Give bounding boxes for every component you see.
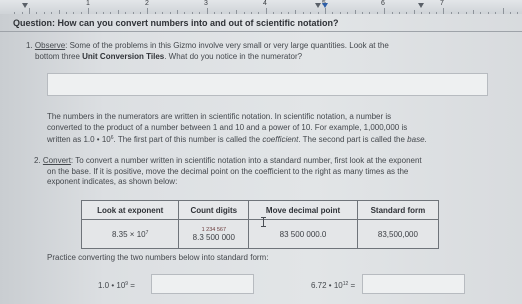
conversion-table <box>81 200 439 249</box>
item-2-text <box>34 156 422 188</box>
base-term: base <box>407 135 425 144</box>
answer-1-explanation <box>47 112 427 146</box>
question-heading <box>13 18 339 28</box>
divider <box>0 31 522 32</box>
practice-2-base: 6.72 • 10 <box>311 281 343 290</box>
item-1-text <box>26 41 389 62</box>
exponent-base: 8.35 × 10 <box>112 229 146 239</box>
answer-1-line3b: . The first part of this number is called the <box>113 135 263 144</box>
answer-1-input[interactable] <box>47 73 488 96</box>
cell-exponent <box>82 220 179 249</box>
item-1-tiles-term: Unit Conversion Tiles <box>82 51 165 61</box>
exponent-power: 7 <box>145 229 149 236</box>
item-1-line2a: bottom three <box>35 51 83 61</box>
cell-move-decimal: 83 500 000.0 <box>249 220 358 249</box>
text-cursor-icon <box>263 217 264 227</box>
ruler-indent-marker-icon[interactable] <box>315 3 321 8</box>
ruler-indent-marker-icon[interactable] <box>22 3 28 8</box>
practice-2-label <box>311 279 355 292</box>
practice-2-input[interactable] <box>362 274 465 294</box>
question-label: Question: <box>13 18 55 28</box>
item-1-line1: : Some of the problems in this Gizmo involve very small or very large quantities. Look at the <box>65 41 389 50</box>
item-1-line2b: . What do you notice in the numerator? <box>164 51 303 61</box>
ruler-number: 6 <box>381 0 385 7</box>
answer-1-line1: The numbers in the numerators are written in scientific notation. In scientific notation, a number is <box>47 112 392 121</box>
practice-2-equals: = <box>348 281 356 290</box>
item-1-number: 1. <box>26 41 33 50</box>
item-2-line1: : To convert a number written in scientific notation into a standard number, first look at the exponent <box>70 156 422 165</box>
answer-1-line3c: . The second part is called the <box>298 135 408 144</box>
ruler-number: 3 <box>204 0 208 7</box>
practice-2-exponent: 12 <box>342 281 349 287</box>
answer-1-period: . <box>424 135 427 144</box>
ruler-number: 5 <box>322 0 326 7</box>
practice-1-base: 1.0 • 10 <box>98 281 126 290</box>
ruler-number: 4 <box>263 0 267 7</box>
practice-1-label <box>98 279 135 292</box>
answer-1-line2: converted to the product of a number between 1 and 10 and a power of 10. For example, 1,000,000 is <box>47 122 408 132</box>
practice-1-exponent: 9 <box>125 281 129 287</box>
coefficient-term: coefficient <box>262 135 299 144</box>
table-row <box>82 220 439 249</box>
item-2-number: 2. <box>34 156 41 165</box>
practice-prompt: Practice converting the two numbers below into standard form: <box>47 253 269 262</box>
header-look-at-exponent: Look at exponent <box>82 201 179 220</box>
cell-count-digits <box>179 220 249 249</box>
worksheet-page <box>0 14 522 304</box>
practice-1-equals: = <box>128 281 135 290</box>
ruler-number: 2 <box>145 0 149 7</box>
digit-counter: 1 234 567 <box>201 226 227 233</box>
question-text: How can you convert numbers into and out of scientific notation? <box>57 18 339 28</box>
ruler-number: 7 <box>440 0 444 7</box>
item-2-keyword: Convert <box>42 156 71 165</box>
practice-1-input[interactable] <box>151 274 254 294</box>
header-move-decimal-point: Move decimal point <box>249 201 358 220</box>
count-value: 8.3 500 000 <box>192 232 235 242</box>
header-standard-form: Standard form <box>357 201 438 220</box>
item-2-line2: on the base. If it is positive, move the decimal point on the coefficient to the right as many times as the <box>47 166 409 176</box>
item-2-line3: exponent indicates, as shown below: <box>47 177 178 186</box>
ruler <box>0 0 522 15</box>
cell-standard-form: 83,500,000 <box>357 220 438 249</box>
header-count-digits: Count digits <box>179 201 249 220</box>
ruler-indent-marker-icon[interactable] <box>418 3 424 8</box>
answer-1-exponent: 6 <box>110 135 114 141</box>
ruler-indent-marker-icon[interactable] <box>322 3 328 8</box>
answer-1-line3a: written as 1.0 • 10 <box>47 135 111 144</box>
ruler-number: 1 <box>86 0 90 7</box>
item-1-keyword: Observe <box>34 41 66 50</box>
